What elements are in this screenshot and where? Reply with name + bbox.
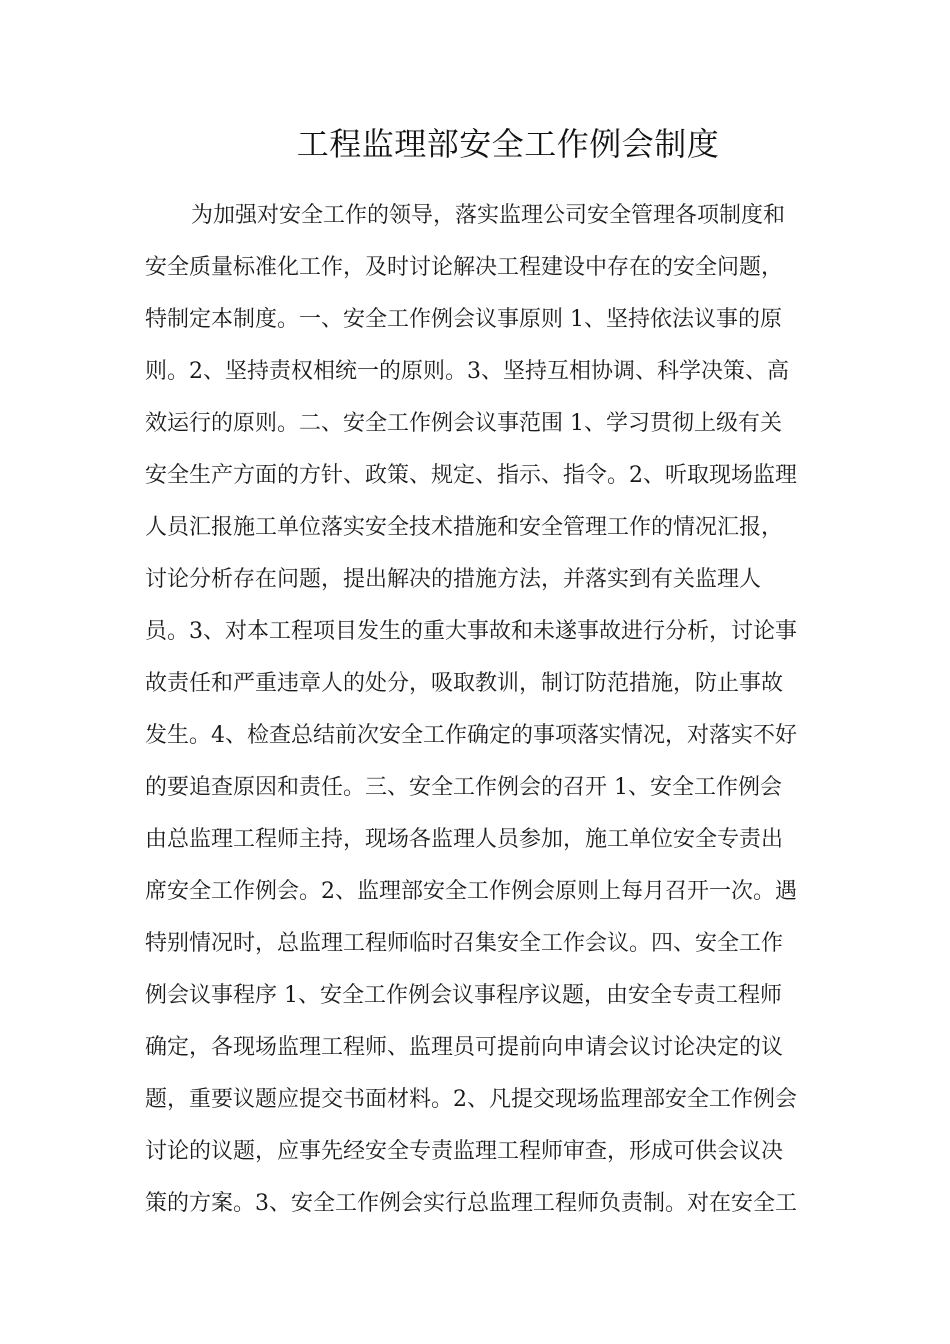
- body-line: 策的方案。3、安全工作例会实行总监理工程师负责制。对在安全工: [145, 1191, 797, 1216]
- document-body: [145, 196, 815, 1236]
- body-line: 发生。4、检查总结前次安全工作确定的事项落实情况，对落实不好: [145, 723, 797, 748]
- body-line: 席安全工作例会。2、监理部安全工作例会原则上每月召开一次。遇: [145, 879, 797, 904]
- body-line: 确定，各现场监理工程师、监理员可提前向申请会议讨论决定的议: [145, 1035, 784, 1060]
- body-line: 效运行的原则。二、安全工作例会议事范围 1、学习贯彻上级有关: [145, 411, 782, 436]
- body-line: 为加强对安全工作的领导，落实监理公司安全管理各项制度和: [191, 203, 786, 228]
- body-line: 讨论分析存在问题，提出解决的措施方法，并落实到有关监理人: [145, 567, 762, 592]
- body-line: 由总监理工程师主持，现场各监理人员参加，施工单位安全专责出: [145, 827, 784, 852]
- body-line: 的要追查原因和责任。三、安全工作例会的召开 1、安全工作例会: [145, 775, 782, 800]
- body-line: 人员汇报施工单位落实安全技术措施和安全管理工作的情况汇报，: [145, 515, 784, 540]
- body-line: 故责任和严重违章人的处分，吸取教训，制订防范措施，防止事故: [145, 671, 784, 696]
- body-line: 安全质量标准化工作，及时讨论解决工程建设中存在的安全问题，: [145, 255, 784, 280]
- body-line: 题，重要议题应提交书面材料。2、凡提交现场监理部安全工作例会: [145, 1087, 797, 1112]
- body-line: 特制定本制度。一、安全工作例会议事原则 1、坚持依法议事的原: [145, 307, 782, 332]
- body-line: 讨论的议题，应事先经安全专责监理工程师审查，形成可供会议决: [145, 1139, 784, 1164]
- body-line: 则。2、坚持责权相统一的原则。3、坚持互相协调、科学决策、高: [145, 359, 789, 384]
- body-line: 员。3、对本工程项目发生的重大事故和未遂事故进行分析，讨论事: [145, 619, 797, 644]
- body-line: 例会议事程序 1、安全工作例会议事程序议题，由安全专责工程师: [145, 983, 782, 1008]
- document-title: 工程监理部安全工作例会制度: [296, 125, 720, 163]
- body-line: 特别情况时，总监理工程师临时召集安全工作会议。四、安全工作: [145, 931, 784, 956]
- body-line: 安全生产方面的方针、政策、规定、指示、指令。2、听取现场监理: [145, 463, 797, 488]
